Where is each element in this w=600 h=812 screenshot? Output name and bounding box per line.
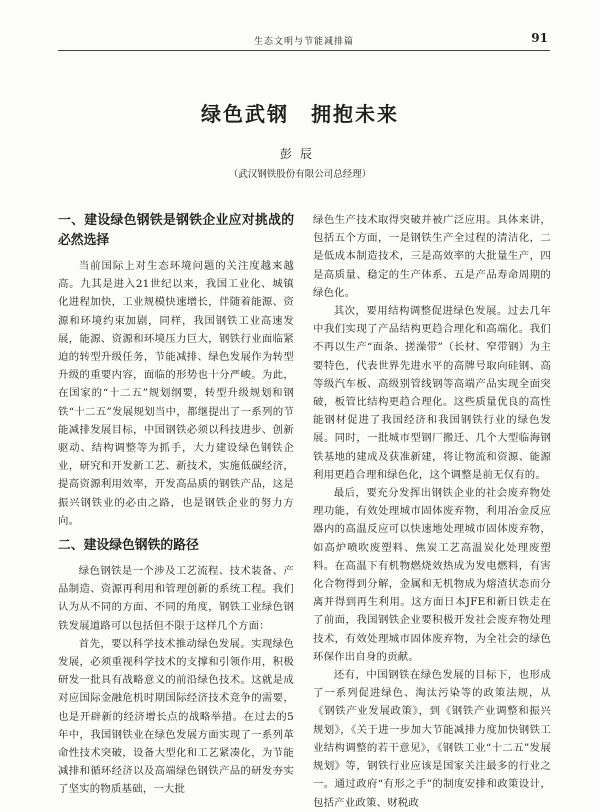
section-heading-1: 一、建设绿色钢铁是钢铁企业应对挑战的必然选择 [58,213,294,248]
body-paragraph: 最后，要充分发挥出钢铁企业的社会废弃物处理功能，有效处理城市固体废弃物，利用冶金反应器内的高温反应可以快速地处理城市固体废弃物，如高炉喷吹废塑料、焦炭工艺高温炭化处理废塑料。在高温下有机物燃烧效热成为发电燃料，有害化合物得到分解，金属和无机物成为熔渣状态而分离并得到再生利用。这方面日本JFE和新日铁走在了前面，我国钢铁企业要积极开发社会废弃物处理技术，有效处理城市固体废弃物，为全社会的绿色环保作出自身的贡献。 [313,487,551,663]
running-title: 生态文明与节能减排篇 [253,37,354,47]
author-name: 彭辰 [279,147,320,161]
body-paragraph: 绿色生产技术取得突破并被广泛应用。具体来讲，包括五个方面，一是钢铁生产全过程的清洁化，二是低成本制造技术，三是高效率的大批量生产，四是高质量、稳定的生产体系、五是产品寿命周期的绿色化。 [313,214,551,299]
running-header [58,28,550,51]
left-column [58,207,294,799]
body-paragraph: 当前国际上对生态环境问题的关注度越来越高。九其是进入21世纪以来，我国工业化、城镇化进程加快，工业规模快速增长，伴随着能源、资源和环境约束加剧，同样，我国钢铁工业高速发展，能源、资源和环境压力巨大，钢铁行业面临紧迫的转型升级任务，节能减排、绿色发展作为转型升级的重要内容，面临的形势也十分严峻。为此，在国家的“十二五”规划纲要，转型升级规划和钢铁“十二五”发展规划当中，都继提出了一系列的节能减排发展目标，中国钢铁必须以科技进步、创新驱动、结构调整等为抓手，大力建设绿色钢铁企业，研究和开发新工艺、新技术，实施低碳经济，提高资源利用效率，开发高品质的钢铁产品，这是振兴钢铁业的必由之路，也是钢铁企业的努力方向。 [58,260,294,527]
body-paragraph: 还有，中国钢铁在绿色发展的目标下，也形成了一系列促进绿色、淘汰污染等的政策法规，从《钢铁产业发展政策》，到《钢铁产业调整和振兴规划》，《关于进一步加大节能减排力度加快钢铁工业结构调整的若干意见》，《钢铁工业“十二五”发展规划》等，钢铁行业应该是国家关注最多的行业之一。通过政府“有形之手”的制度安排和政策设计，包括产业政策、财税政 [313,669,551,809]
article-title: 绿色武钢 拥抱未来 [201,102,399,126]
body-paragraph: 其次，要用结构调整促进绿色发展。过去几年中我们实现了产品结构更趋合理化和高端化。我们不再以生产“面条、搓澡带”（长材、窄带钢）为主要特色，代表世界先进水平的高牌号取向硅钢、高等级汽车板、高级别管线钢等高端产品实现全面突破，板管比结构更趋合理化。这些质量优良的高性能钢材促进了我国经济和我国钢铁行业的绿色发展。同时，一批城市型钢厂搬迁、几个大型临海钢铁基地的建成及获准新建，将让物流和资源、能源利用更趋合理和绿色化，这个调整是前无仅有的。 [313,305,551,481]
author-affiliation: （武汉钢铁股份有限公司总经理） [228,169,372,180]
page-number: 91 [531,31,548,45]
right-column [313,211,551,812]
body-paragraph: 首先，要以科学技术推动绿色发展。实现绿色发展，必须重视科学技术的支撑和引领作用，积极研发一批具有战略意义的前沿绿色技术。这就是成对应国际金融危机时期国际经济技术竞争的需要，也是开辟新的经济增长点的战略举措。在过去的5年中，我国钢铁业在绿色发展方面实现了一系列革命性技术突破，设备大型化和工艺紧凑化，为节能减排和循环经济以及高端绿色钢铁产品的研发夯实了坚实的物质基础，一大批 [58,637,294,796]
section-heading-2: 二、建设绿色钢铁的路径 [58,538,199,554]
body-paragraph: 绿色钢铁是一个涉及工艺流程、技术装备、产品制造、资源再利用和管理创新的系统工程。我们认为从不同的方面、不同的角度，钢铁工业绿色钢铁发展道路可以包括但不限于这样几个方面： [58,565,294,632]
